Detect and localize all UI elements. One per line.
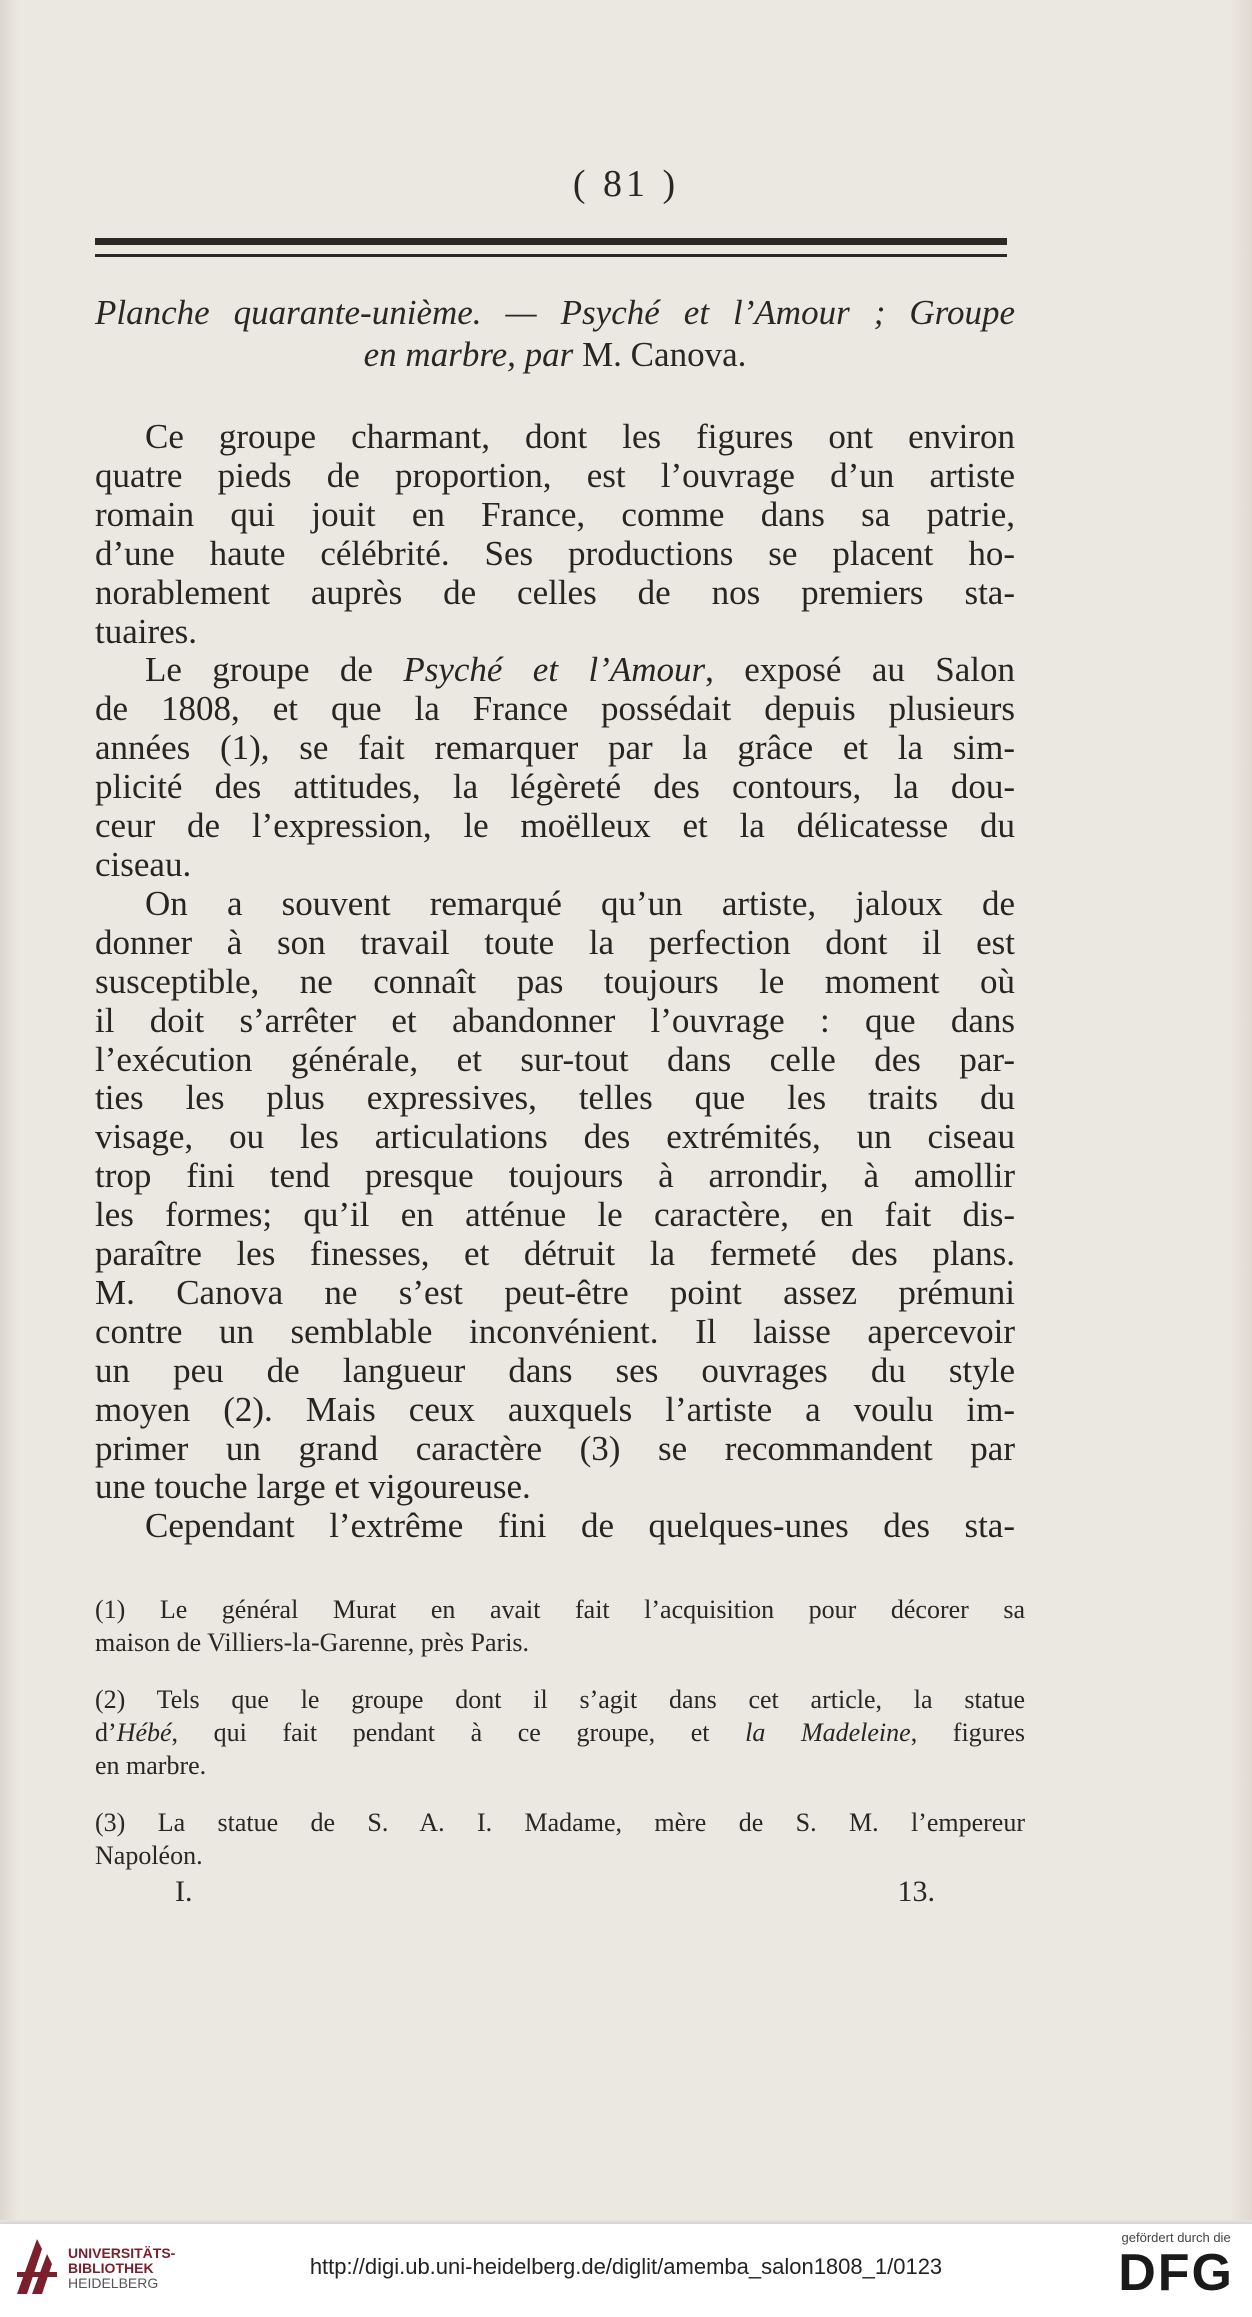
- body-line: [95, 651, 1015, 690]
- body-line: années (1), se fait remarquer par la grâce et la sim-: [95, 728, 1015, 768]
- body-line: trop fini tend presque toujours à arrondir, à amollir: [95, 1156, 1015, 1196]
- body-text: Le groupe de: [145, 650, 404, 690]
- article-heading: [95, 292, 1015, 376]
- footnote-line: (2) Tels que le groupe dont il s’agit dans cet article, la statue: [95, 1685, 1025, 1714]
- footnote-line: Napoléon.: [95, 1841, 203, 1870]
- footnote-line: [95, 1716, 1025, 1749]
- footnote-2: [95, 1683, 1025, 1782]
- heading-line-2: [95, 334, 1015, 376]
- footnote-line: (3) La statue de S. A. I. Madame, mère de S. M. l’empereur: [95, 1808, 1025, 1837]
- artwork-title: Psyché et l’Amour: [403, 650, 706, 690]
- logo-line: BIBLIOTHEK: [68, 2260, 154, 2276]
- body-line: moyen (2). Mais ceux auxquels l’artiste a voulu im-: [95, 1389, 1015, 1429]
- article-body: [95, 418, 1015, 1546]
- body-line: tuaires.: [95, 611, 198, 651]
- body-line: M. Canova ne s’est peut-être point assez prémuni: [95, 1272, 1015, 1312]
- footnote-line: (1) Le général Murat en avait fait l’acquisition pour décorer sa: [95, 1595, 1025, 1624]
- body-line: l’exécution générale, et sur-tout dans celle des par-: [95, 1039, 1015, 1079]
- footnote-text: , qui fait pendant à ce groupe, et: [171, 1718, 746, 1747]
- body-line: norablement auprès de celles de nos premiers sta-: [95, 572, 1015, 612]
- body-line: On a souvent remarqué qu’un artiste, jaloux de: [145, 883, 1015, 923]
- artwork-title: la Madeleine: [745, 1718, 911, 1747]
- body-line: plicité des attitudes, la légèreté des contours, la dou-: [95, 767, 1015, 807]
- heading-line-2-italic: en marbre, par: [363, 335, 574, 374]
- body-line: paraître les finesses, et détruit la fermeté des plans.: [95, 1234, 1015, 1274]
- footnote-text: d’: [95, 1718, 117, 1747]
- footnotes: [95, 1593, 1025, 1896]
- footnote-1: [95, 1593, 1025, 1659]
- viewer-footer: [0, 2222, 1252, 2317]
- header-rule-thick: [95, 238, 1007, 245]
- logo-line: HEIDELBERG: [68, 2275, 159, 2291]
- body-line: ciseau.: [95, 844, 192, 884]
- body-line: primer un grand caractère (3) se recommandent par: [95, 1428, 1015, 1468]
- body-line: Cependant l’extrême fini de quelques-unes des sta-: [145, 1506, 1015, 1546]
- body-line: il doit s’arrêter et abandonner l’ouvrage : que dans: [95, 1000, 1015, 1040]
- body-line: les formes; qu’il en atténue le caractère, en fait dis-: [95, 1195, 1015, 1235]
- header-rule-thin: [95, 254, 1007, 257]
- signature-left: I.: [175, 1875, 193, 1908]
- body-line: susceptible, ne connaît pas toujours le moment où: [95, 961, 1015, 1001]
- body-line: ceur de l’expression, le moëlleux et la délicatesse du: [95, 806, 1015, 846]
- footnote-text: , figures: [910, 1718, 1025, 1747]
- dfg-logo: DFG: [1118, 2244, 1234, 2302]
- body-line: contre un semblable inconvénient. Il laisse apercevoir: [95, 1311, 1015, 1351]
- heading-line-1: Planche quarante-unième. — Psyché et l’Amour ; Groupe: [95, 293, 1015, 332]
- footnote-line: en marbre.: [95, 1751, 207, 1780]
- footnote-line: maison de Villiers-la-Garenne, près Paris.: [95, 1628, 530, 1657]
- funding-caption: gefördert durch die: [1121, 2230, 1231, 2245]
- page-number: ( 81 ): [572, 163, 680, 205]
- heading-line-2-roman: M. Canova.: [573, 335, 747, 374]
- signature-right: 13.: [897, 1875, 935, 1908]
- footnote-3: [95, 1806, 1025, 1872]
- body-line: quatre pieds de proportion, est l’ouvrage d’un artiste: [95, 455, 1015, 495]
- signature-marks: [175, 1875, 935, 1909]
- funding-logo: [1118, 2230, 1234, 2301]
- body-line: d’une haute célébrité. Ses productions se placent ho-: [95, 533, 1015, 573]
- body-line: visage, ou les articulations des extrémités, un ciseau: [95, 1117, 1015, 1157]
- permalink-url[interactable]: http://digi.ub.uni-heidelberg.de/diglit/amemba_salon1808_1/0123: [309, 2254, 943, 2279]
- body-line: un peu de langueur dans ses ouvrages du style: [95, 1350, 1015, 1390]
- body-line: de 1808, et que la France possédait depuis plusieurs: [95, 689, 1015, 729]
- logo-line: UNIVERSITÄTS-: [68, 2245, 176, 2261]
- body-text: , exposé au Salon: [705, 650, 1015, 690]
- body-line: une touche large et vigoureuse.: [95, 1467, 531, 1507]
- body-line: Ce groupe charmant, dont les figures ont environ: [145, 417, 1015, 456]
- body-line: donner à son travail toute la perfection dont il est: [95, 922, 1015, 962]
- body-line: romain qui jouit en France, comme dans sa patrie,: [95, 494, 1015, 534]
- artwork-title: Hébé: [116, 1718, 172, 1747]
- body-line: ties les plus expressives, telles que les traits du: [95, 1078, 1015, 1118]
